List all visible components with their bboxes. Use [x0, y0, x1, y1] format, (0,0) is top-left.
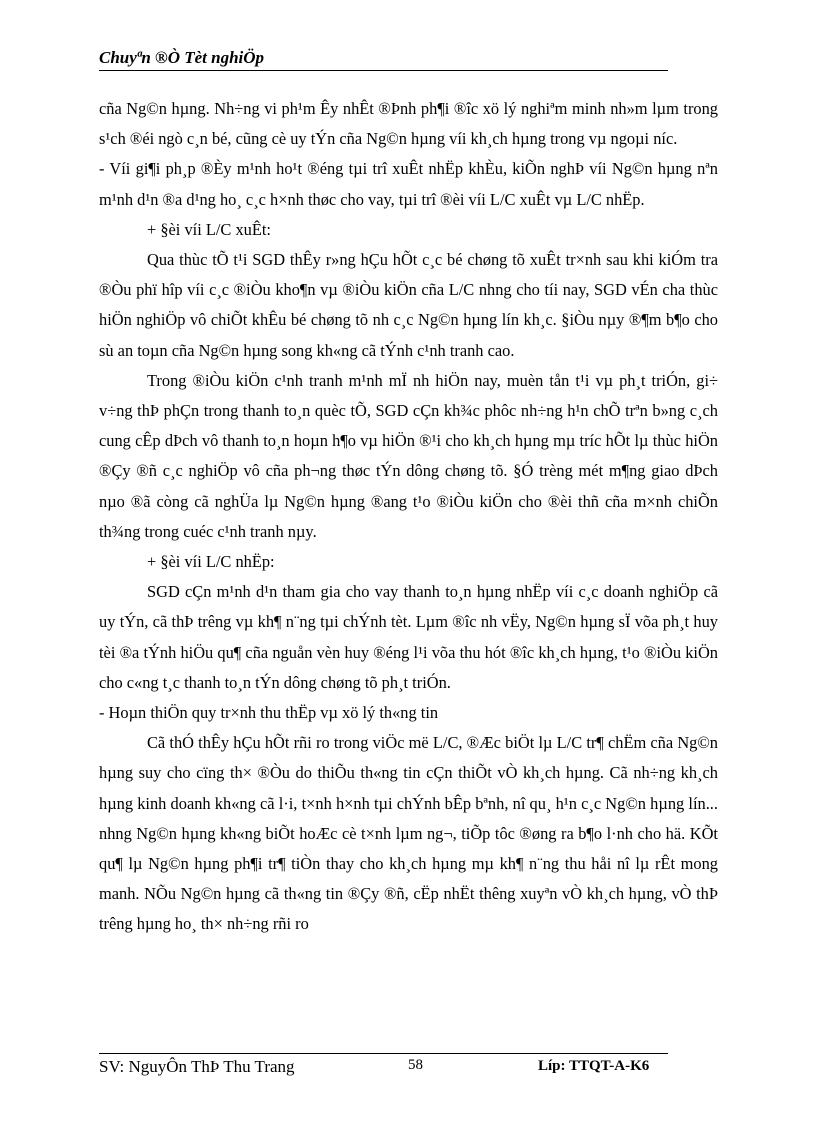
- header-title: Chuyªn ®Ò Tèt nghiÖp: [99, 48, 265, 67]
- paragraph: SGD cÇn m¹nh d¹n tham gia cho vay thanh to¸n hµng nhËp víi c¸c doanh nghiÖp cã uy tÝn, cã thÞ trêng vµ kh¶ n¨ng tµi chÝnh tèt. Lµm ®îc nh vËy, Ng©n hµng sÏ võa ph¸t huy tèi ®a tÝnh hiÖu qu¶ cña nguån vèn huy ®éng l¹i võa thu hót ®îc kh¸ch hµng, t¹o ®iÒu kiÖn cho c«ng t¸c thanh to¸n tÝn dông chøng tõ ph¸t triÓn.: [99, 582, 718, 692]
- paragraph: - Hoµn thiÖn quy tr×nh thu thËp vµ xö lý th«ng tin: [99, 703, 439, 723]
- page-number: 58: [408, 1057, 423, 1073]
- footer-divider: [99, 1053, 668, 1054]
- footer-class-label: Líp: TTQT-A-K6: [538, 1058, 650, 1074]
- paragraph: + §èi víi L/C xuÊt:: [147, 219, 271, 239]
- header-divider: [99, 70, 668, 71]
- document-body: [99, 94, 718, 940]
- paragraph: Cã thÓ thÊy hÇu hÕt rñi ro trong viÖc më L/C, ®Æc biÖt lµ L/C tr¶ chËm cña Ng©n hµng suy cho cïng th× ®Òu do thiÕu th«ng tin cÇn thiÕt vÒ kh¸ch hµng. Cã nh÷ng kh¸ch hµng kinh doanh kh«ng cã l·i, t×nh h×nh tµi chÝnh bÊp bªnh, nî qu¸ h¹n c¸c Ng©n hµng lín... nhng Ng©n hµng kh«ng biÕt hoÆc cè t×nh lµm ng¬, tiÕp tôc ®øng ra b¶o l·nh cho hä. KÕt qu¶ lµ Ng©n hµng ph¶i tr¶ tiÒn thay cho kh¸ch hµng mµ kh¶ n¨ng thu håi nî lµ rÊt mong manh. NÕu Ng©n hµng cã th«ng tin ®Çy ®ñ, cËp nhËt thêng xuyªn vÒ kh¸ch hµng, vÒ thÞ trêng hµng ho¸ th× nh÷ng rñi ro: [99, 733, 718, 934]
- paragraph: + §èi víi L/C nhËp:: [147, 552, 275, 572]
- paragraph: Qua thùc tÕ t¹i SGD thÊy r»ng hÇu hÕt c¸c bé chøng tõ xuÊt tr×nh sau khi kiÓm tra ®Òu phï hîp víi c¸c ®iÒu kho¶n vµ ®iÒu kiÖn cña L/C nhng cho tíi nay, SGD vÉn cha thùc hiÖn nghiÖp vô chiÕt khÊu bé chøng tõ nh c¸c Ng©n hµng lín kh¸c. §iÒu nµy ®¶m b¶o cho sù an toµn cña Ng©n hµng song kh«ng cã tÝnh c¹nh tranh cao.: [99, 250, 718, 360]
- paragraph: cña Ng©n hµng. Nh÷ng vi ph¹m Êy nhÊt ®Þnh ph¶i ®îc xö lý nghiªm minh nh»m lµm trong s¹ch ®éi ngò c¸n bé, cũng cè uy tÝn cña Ng©n hµng víi kh¸ch hµng trong vµ ngoµi níc.: [99, 99, 718, 149]
- footer-author: SV: NguyÔn ThÞ Thu Trang: [99, 1057, 295, 1076]
- paragraph: - Víi gi¶i ph¸p ®Èy m¹nh ho¹t ®éng tµi trî xuÊt nhËp khÈu, kiÕn nghÞ víi Ng©n hµng nªn m¹nh d¹n ®a d¹ng ho¸ c¸c h×nh thøc cho vay, tµi trî ®èi víi L/C xuÊt vµ L/C nhËp.: [99, 159, 718, 209]
- paragraph: Trong ®iÒu kiÖn c¹nh tranh m¹nh mÏ nh hiÖn nay, muèn tån t¹i vµ ph¸t triÓn, gi÷ v÷ng thÞ phÇn trong thanh to¸n quèc tÕ, SGD cÇn kh¾c phôc nh÷ng h¹n chÕ trªn b»ng c¸ch cung cÊp dÞch vô thanh to¸n hoµn h¶o vµ hiÖn ®¹i cho kh¸ch hµng mµ tríc hÕt lµ thùc hiÖn ®Çy ®ñ c¸c nghiÖp vô cña ph¬ng thøc tÝn dông chøng tõ. §Ó trèng mét m¶ng giao dÞch nµo ®ã còng cã nghÜa lµ Ng©n hµng ®ang t¹o ®iÒu kiÖn cho ®èi thñ cña m×nh chiÕn th¾ng trong cuéc c¹nh tranh nµy.: [99, 370, 718, 541]
